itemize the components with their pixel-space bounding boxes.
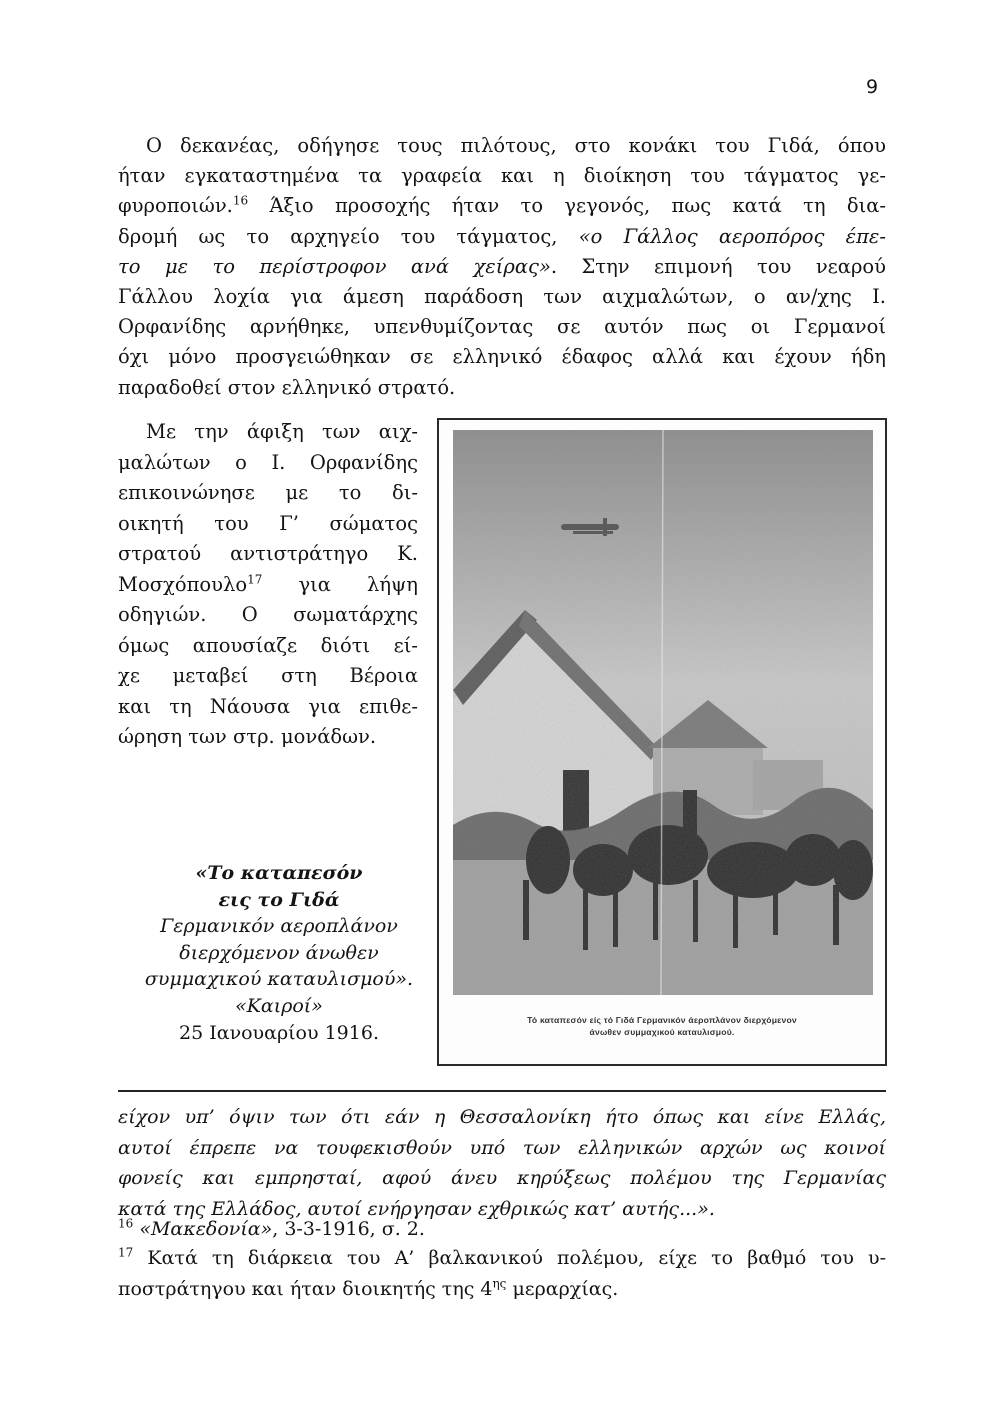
- caption-line: συμμαχικού καταυλισμού».: [144, 968, 414, 991]
- text-line: οικητή του Γ’ σώματος: [118, 511, 418, 535]
- text-line: μαλώτων ο Ι. Ορφανίδης: [118, 450, 418, 474]
- photo-caption-line: άνωθεν συμμαχικού καταυλισμού.: [589, 1027, 735, 1037]
- newspaper-photo-icon: [453, 430, 873, 995]
- footnote-16: [118, 1214, 886, 1245]
- page-number: 9: [866, 76, 879, 98]
- caption-line: Γερμανικόν αεροπλάνον: [160, 915, 398, 938]
- text-line: το με το περίστροφον ανά χείρας». Στην επιμονή του νεαρού: [118, 254, 886, 278]
- caption-source: «Καιροί»: [235, 994, 323, 1017]
- body-paragraph-1: [118, 131, 886, 403]
- footnote-continuation: [118, 1102, 886, 1224]
- footnote-mark: 17: [118, 1245, 134, 1260]
- text-line: όμως απουσίαζε διότι εί-: [118, 633, 418, 657]
- footnote-source: «Μακεδονία»: [139, 1218, 273, 1240]
- text-line: όχι μόνο προσγειώθηκαν σε ελληνικό έδαφος αλλά και έχουν ήδη: [118, 345, 886, 369]
- text-line: ώρηση των στρ. μονάδων.: [118, 725, 377, 748]
- newspaper-photo-frame: [437, 418, 887, 1066]
- ordinal-suffix: ης: [492, 1276, 507, 1291]
- caption-title: «Το καταπεσόν: [195, 862, 363, 884]
- body-paragraph-2: [118, 417, 418, 753]
- footnote-divider: [118, 1090, 886, 1092]
- text-line: Γάλλου λοχία για άμεση παράδοση των αιχμαλώτων, ο αν/χης Ι.: [118, 285, 886, 309]
- photo-caption: [443, 1014, 881, 1038]
- figure-caption: [118, 860, 440, 1046]
- text-line: είχον υπ’ όψιν των ότι εάν η Θεσσαλονίκη ήτο όπως και είνε Ελλάς,: [118, 1106, 886, 1128]
- footnote-ref-17: 17: [247, 572, 263, 586]
- text-line: οδηγιών. Ο σωματάρχης: [118, 603, 418, 626]
- footnote-text: ποστράτηγου και ήταν διοικητής της 4: [118, 1277, 493, 1300]
- footnote-17: [118, 1243, 886, 1304]
- text-line: Ορφανίδης αρνήθηκε, υπενθυμίζοντας σε αυτόν πως οι Γερμανοί: [118, 315, 886, 339]
- text-line: Μοσχόπουλο$^{17}$ για λήψη: [118, 572, 418, 596]
- caption-line: διερχόμενον άνωθεν: [179, 941, 379, 964]
- photo-caption-line: Τό καταπεσόν είς τό Γιδά Γερμανικόν άεροπλάνον διερχόμενον: [527, 1015, 797, 1025]
- footnote-text: , 3-3-1916, σ. 2.: [272, 1218, 425, 1240]
- text-line: κατά της Ελλάδος, αυτοί ενήργησαν εχθρικώς κατ’ αυτής...».: [118, 1197, 715, 1220]
- text-line: φονείς και εμπρησταί, αφού άνευ κηρύξεως πολέμου της Γερμανίας: [118, 1167, 886, 1190]
- text-line: Με την άφιξη των αιχ-: [146, 420, 418, 443]
- text-line: επικοινώνησε με το δι-: [118, 481, 418, 504]
- text-line: και τη Νάουσα για επιθε-: [118, 694, 418, 718]
- quote-italic: «ο Γάλλος αεροπόρος έπε-: [578, 224, 886, 248]
- text-line: παραδοθεί στον ελληνικό στρατό.: [118, 375, 456, 399]
- text-line: δρομή ως το αρχηγείο του τάγματος, «ο Γάλλος αεροπόρος έπε-: [118, 224, 886, 248]
- caption-title: εις το Γιδά: [218, 888, 340, 911]
- text-line: Ο δεκανέας, οδήγησε τους πιλότους, στο κονάκι του Γιδά, όπου: [146, 134, 886, 157]
- text-line: στρατού αντιστράτηγο Κ.: [118, 542, 418, 565]
- footnote-text: μεραρχίας.: [506, 1277, 619, 1300]
- text-line: χε μεταβεί στη Βέροια: [118, 664, 418, 687]
- caption-date: 25 Ιανουαρίου 1916.: [179, 1021, 379, 1044]
- footnote-ref-16: 16: [232, 193, 249, 208]
- quote-italic: το με το περίστροφον ανά χείρας»: [118, 254, 551, 278]
- text-line: φυροποιών.$^{16}$ Άξιο προσοχής ήταν το γεγονός, πως κατά τη δια-: [118, 193, 886, 218]
- footnote-mark: 16: [118, 1216, 134, 1231]
- footnote-text: Κατά τη διάρκεια του Α’ βαλκανικού πολέμου, είχε το βαθμό του υ-: [133, 1247, 886, 1269]
- text-line: αυτοί έπρεπε να τουφεκισθούν υπό των ελληνικών αρχών ως κοινοί: [118, 1136, 886, 1159]
- text-line: ήταν εγκαταστημένα τα γραφεία και η διοίκηση του τάγματος γε-: [118, 164, 886, 188]
